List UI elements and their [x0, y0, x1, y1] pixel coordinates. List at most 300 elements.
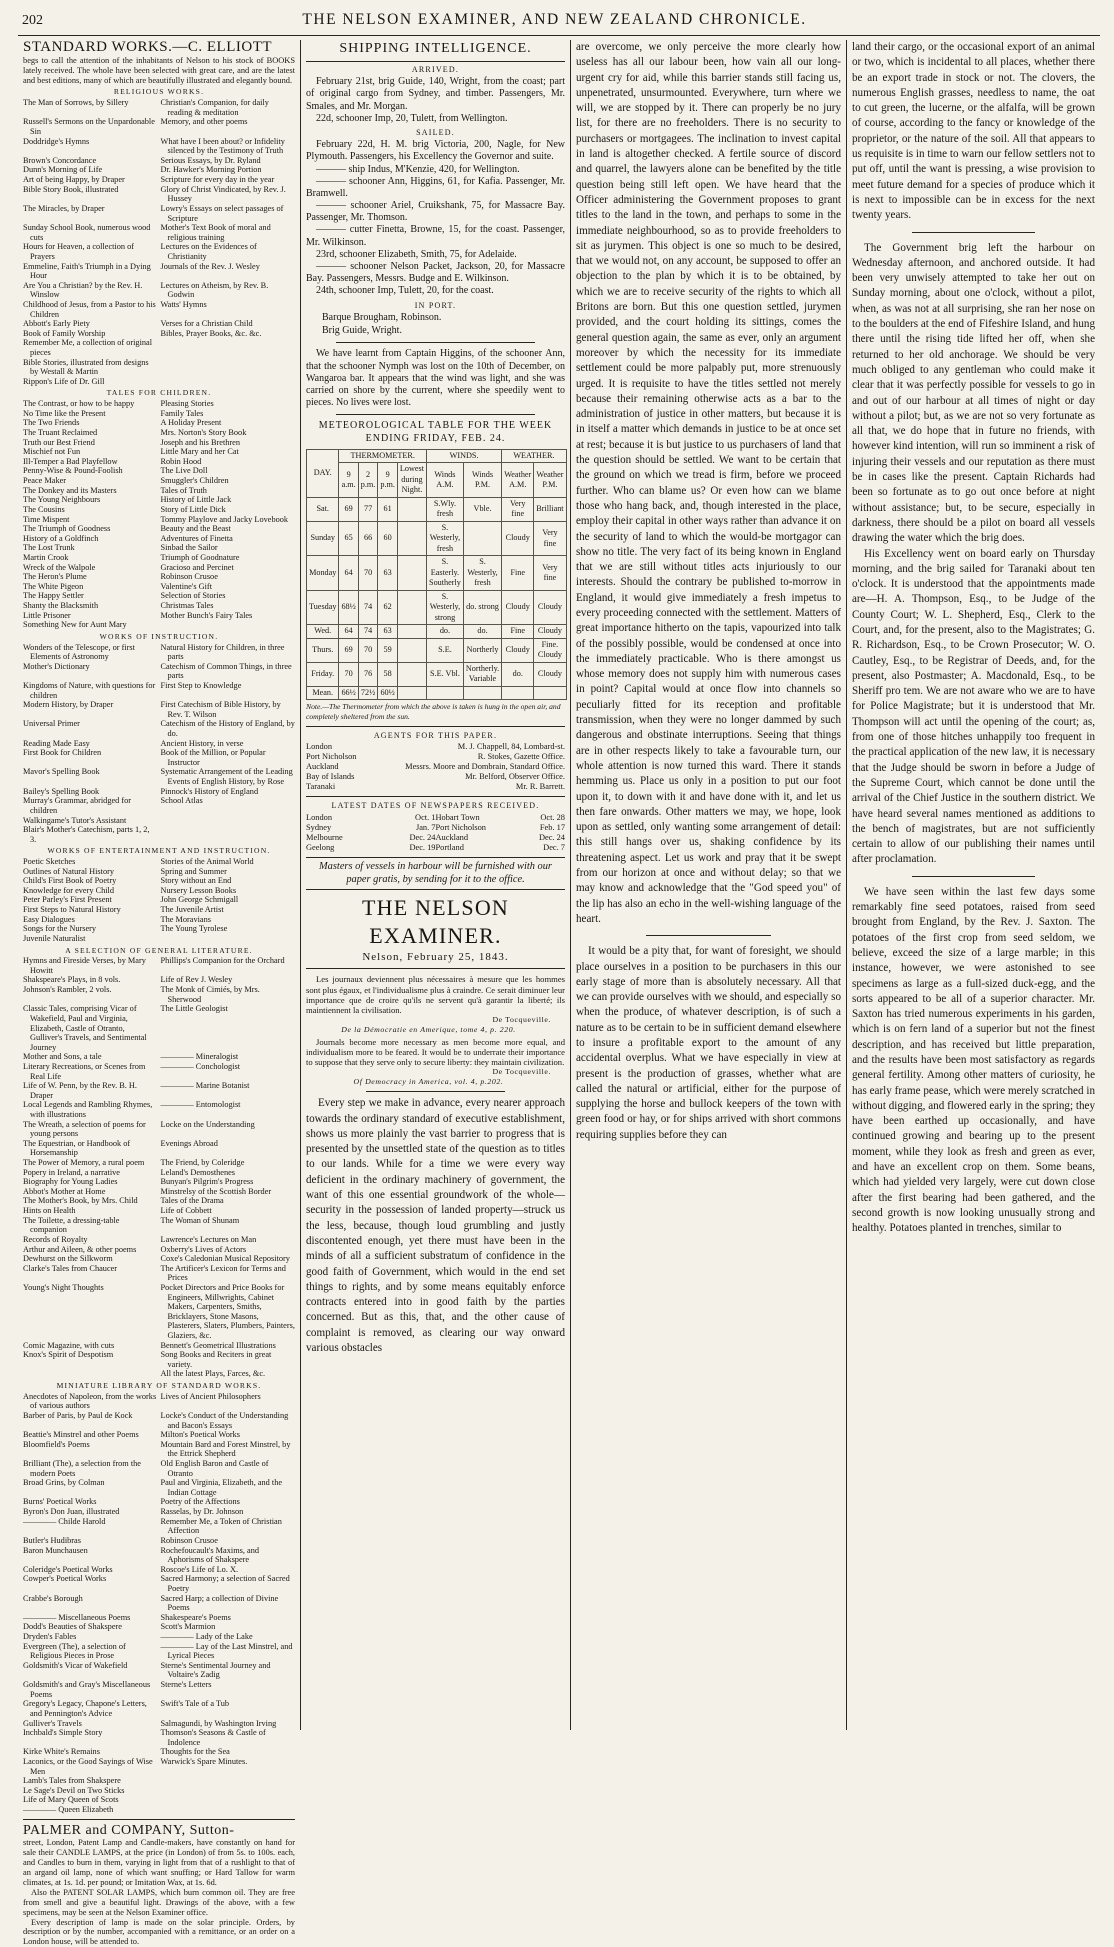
- book-title: Milton's Poetical Works: [160, 1430, 240, 1440]
- weather-cell: 66½: [339, 686, 358, 700]
- book-title: The Happy Settler: [23, 591, 84, 601]
- book-title: The Young Tyrolese: [160, 924, 228, 934]
- sailing-entry: ——— schooner Nelson Packet, Jackson, 20, for Massacre Bay. Passengers, Messrs. Budge and E. Wilkinson.: [306, 261, 565, 285]
- dates-row: [306, 843, 565, 853]
- book-title: Joseph and his Brethren: [160, 437, 240, 447]
- book-title: Hymns and Fireside Verses, by Mary Howitt: [23, 956, 146, 975]
- news-paragraph: We have learnt from Captain Higgins, of the schooner Ann, that the schooner Nymph was lost on the 10th of December, on Wangaroa bar. It appears that the wind was light, and she was carried on shore by the current, where she speedily went to pieces. No lives were lost.: [306, 348, 565, 409]
- agents-title: AGENTS FOR THIS PAPER.: [373, 730, 498, 740]
- book-title: Laconics, or the Good Sayings of Wise Men: [23, 1756, 153, 1776]
- masters-note: Masters of vessels in harbour will be furnished with our paper gratis, by sending for it to the office.: [306, 857, 565, 890]
- book-list: [23, 98, 295, 386]
- section-heading: MINIATURE LIBRARY OF STANDARD WORKS.: [56, 1381, 262, 1391]
- dates-row: [306, 813, 565, 823]
- book-title: Systematic Arrangement of the Leading Events of English History, by Rose: [160, 767, 293, 787]
- agent-row: [306, 742, 565, 752]
- book-title: Mischief not Fun: [23, 447, 81, 457]
- weather-cell: S.Wly. fresh: [427, 497, 464, 521]
- book-title: Anecdotes of Napoleon, from the works of various authors: [23, 1391, 157, 1411]
- book-title: [161, 1776, 296, 1786]
- book-title: Paul and Virginia, Elizabeth, and the Indian Cottage: [160, 1478, 283, 1497]
- dates-cell: Geelong: [306, 842, 335, 852]
- book-title: The White Pigeon: [23, 581, 84, 591]
- book-title: [161, 934, 296, 944]
- divider: [306, 796, 565, 797]
- weather-cell: Vble.: [463, 497, 501, 521]
- book-title: Scripture for every day in the year: [160, 175, 275, 185]
- divider: [912, 232, 1035, 233]
- book-title: Rochefoucault's Maxims, and Aphorisms of Shakspere: [160, 1545, 260, 1565]
- agent-name: R. Stokes, Gazette Office.: [477, 752, 565, 762]
- book-title: Sacred Harmony; a selection of Sacred Poetry: [160, 1574, 290, 1593]
- book-title: Wonders of the Telescope, or first Elements of Astronomy: [23, 642, 135, 662]
- book-title: Dr. Hawker's Morning Portion: [160, 165, 262, 175]
- weather-cell: Cloudy: [534, 590, 566, 625]
- book-title: Wreck of the Walpole: [23, 562, 96, 572]
- weather-cell: [397, 686, 426, 700]
- weather-cell: Very fine: [534, 521, 566, 556]
- book-title: Dodd's Beauties of Shakspere: [23, 1622, 122, 1632]
- weather-cell: 74: [358, 590, 378, 625]
- ad2-text3: Every description of lamp is made on the solar principle. Orders, by description or by the number, accompanied with a remittance, or an order on a London house, will be attended to.: [23, 1917, 295, 1947]
- book-title: Doddridge's Hymns: [23, 136, 90, 146]
- dates-cell: Portland: [435, 842, 464, 852]
- column-1: [18, 39, 300, 1947]
- column-3: [570, 40, 846, 1730]
- book-title: Smuggler's Children: [160, 476, 229, 486]
- book-title: Juvenile Naturalist: [23, 933, 86, 943]
- dates-row: [306, 833, 565, 843]
- book-title: Knowledge for every Child: [23, 885, 115, 895]
- book-list: [23, 857, 295, 943]
- book-title: Le Sage's Devil on Two Sticks: [23, 1785, 125, 1795]
- weather-cell: Fine: [502, 625, 534, 639]
- weather-cell: Brilliant: [534, 497, 566, 521]
- book-title: Lawrence's Lectures on Man: [160, 1234, 257, 1244]
- book-title: Dewhurst on the Silkworm: [23, 1254, 113, 1264]
- agent-place: Bay of Islands: [306, 772, 355, 782]
- weather-cell: 60½: [378, 686, 398, 700]
- book-title: First Steps to Natural History: [23, 905, 121, 915]
- book-title: [161, 1795, 296, 1805]
- header-winds-pm: Winds P.M.: [463, 463, 501, 498]
- book-title: History of Little Jack: [160, 495, 232, 505]
- book-title: Kingdoms of Nature, with questions for children: [23, 680, 156, 700]
- book-title: The Moravians: [160, 914, 211, 924]
- book-title: Roscoe's Life of Lo. X.: [160, 1564, 239, 1574]
- book-title: Blair's Mother's Catechism, parts 1, 2, 3.: [23, 825, 150, 844]
- book-title: Family Tales: [160, 408, 204, 418]
- book-title: Outlines of Natural History: [23, 866, 115, 876]
- book-title: Mountain Bard and Forest Minstrel, by the Ettrick Shepherd: [160, 1439, 291, 1459]
- section-heading: WORKS OF ENTERTAINMENT AND INSTRUCTION.: [47, 846, 271, 856]
- book-title: Russell's Sermons on the Unpardonable Sin: [23, 117, 155, 137]
- book-title: [161, 338, 296, 357]
- book-title: Hints on Health: [23, 1206, 76, 1216]
- book-title: Bailey's Spelling Book: [23, 786, 100, 796]
- book-title: Verses for a Christian Child: [160, 319, 253, 329]
- book-title: Memory, and other poems: [160, 117, 248, 127]
- book-title: Kirke White's Remains: [23, 1747, 100, 1757]
- divider: [366, 1091, 505, 1092]
- weather-cell: S. Easterly. Southerly: [427, 556, 464, 591]
- header-9pm: 9 p.m.: [378, 463, 398, 498]
- book-title: Martin Crook: [23, 552, 69, 562]
- weather-cell: 62: [378, 590, 398, 625]
- divider: [336, 414, 535, 415]
- in-port-list: [306, 312, 565, 338]
- sailing-entry: ——— ship Indus, M'Kenzie, 420, for Wellington.: [316, 163, 520, 175]
- book-title: Comic Magazine, with cuts: [23, 1340, 115, 1350]
- book-title: School Atlas: [160, 796, 203, 806]
- book-title: Sterne's Letters: [160, 1680, 212, 1690]
- book-title: [23, 1369, 158, 1379]
- book-title: Butler's Hudibras: [23, 1535, 81, 1545]
- sailing-entry: ——— schooner Ann, Higgins, 61, for Kafia. Passenger, Mr. Bramwell.: [306, 175, 565, 199]
- dates-cell: London: [306, 812, 333, 822]
- book-title: Glory of Christ Vindicated, by Rev. J. Hussey: [160, 184, 286, 204]
- divider: [336, 342, 535, 343]
- book-list: [23, 643, 295, 845]
- book-title: Brown's Concordance: [23, 155, 97, 165]
- weather-cell: Northerly. Variable: [463, 662, 501, 686]
- book-title: Cowper's Poetical Works: [23, 1574, 107, 1584]
- sailing-entry: February 22d, H. M. brig Victoria, 200, Nagle, for New Plymouth. Passengers, his Excellency the Governor and suite.: [306, 139, 565, 163]
- book-title: Scott's Marmion: [160, 1622, 216, 1632]
- book-title: History of a Goldfinch: [23, 533, 99, 543]
- dates-cell: Auckland: [435, 832, 469, 842]
- quote-french-source: De la Démocratie en Amerique, tome 4, p. 220.: [341, 1024, 516, 1034]
- book-list: [23, 956, 295, 1379]
- weather-cell: 69: [339, 638, 358, 662]
- agent-row: [306, 752, 565, 762]
- book-title: Clarke's Tales from Chaucer: [23, 1263, 118, 1273]
- book-title: Dunn's Morning of Life: [23, 165, 103, 175]
- ad2-text: street, London, Patent Lamp and Candle-makers, have constantly on hand for sale their CANDLE LAMPS, at the price (in London) of from 5s. to 100s. each, and Candles to burn in them, varying in light from that of a rushlight to that of an argand oil lamp, none of which want snuffing; or Hard Tallow for warm climates, at 1s. 1d. per pound; or Imitation Wax, at 1s. 6d.: [23, 1838, 295, 1887]
- book-title: Bibles, Prayer Books, &c. &c.: [160, 328, 262, 338]
- book-title: Lamb's Tales from Shakspere: [23, 1776, 121, 1786]
- weather-cell: Fine. Cloudy: [534, 638, 566, 662]
- weather-cell: Northerly: [463, 638, 501, 662]
- book-title: Oxberry's Lives of Actors: [160, 1244, 247, 1254]
- dates-list: [306, 813, 565, 853]
- meteorological-table: [306, 420, 565, 722]
- book-title: Mother Bunch's Fairy Tales: [160, 610, 253, 620]
- book-title: Old English Baron and Castle of Otranto: [160, 1459, 269, 1478]
- book-title: Remember Me, a collection of original pieces: [23, 338, 153, 358]
- book-title: Locke on the Understanding: [160, 1119, 255, 1129]
- agent-name: Mr. Belford, Observer Office.: [465, 772, 565, 782]
- weather-cell: Cloudy: [502, 521, 534, 556]
- section-heading: WORKS OF INSTRUCTION.: [99, 631, 219, 641]
- editorial-continued: are overcome, we only perceive the more clearly how useless has all our labour been, how vain all our long-urgent cry for aid, while this barrier stands still facing us, unpenetrated, unsurmounted. Everywhere, turn where we will, we are stopped by it. There can properly be no jury list, for there are no freeholders. There is no security to purchasers or mortgagees. The inclination to invest capital in land is altogether checked. A fertile source of discord and quarrel, the lawyers alone can be benefited by the title question being still left open. We have heard that the Officer administering the Government proposes to grant titles to the land in the town, and perhaps to some in the immediate neighbourhood, so as to provide freeholders to sit as jurymen. This object is one so much to be desired, that we would not, on any account, be supposed to offer an objection to the plan by which it is to be obtained, by which we are to receive security of the rights to which all Britons are born. But this one question settled, jurymen provided, and the court holding its sittings, comes the general question again, the same as ever, only an argument moreover by which the necessity for its immediate settlement could be more palpably put, more strenuously urged. It is requisite to have the titles settled not merely because their remaining otherwise acts as a bar to the administration of justice in other matters, but because it is in itself a matter which demands in justice to be at once set at rest; because it is but justice to us purchasers of land that the question should be settled. We want to be certain that the ground on which we tread is firm, before we proceed further. Who can blame us? Or even how can we blame those who hang back, and, though interested in the place, employ their capital in other ways rather than advance it on the security of land to which the would-be mortgagor can show no title. The very fact of its being known in England that we are still without titles acts injuriously to our interests. Should the contrary be published to-morrow in England, it would give immediately a fresh impetus to every proceeding connected with the settlement. Matters of great importance hitherto on the tapis, vapourized into talk of the possibly possible, would be condensed at once into the immediately practicable. Who is there amongst us whose memory does not supply him with numerous cases in point? Capital would at once flow into channels so peculiarly fitted for its reception and profitable transmission, when they were no longer dammed by such dangerous and obstinate interruptions. Seeing that things are in other respects likely to take a favourable turn, our whole attention is now turned this ward. There it stands hemming us. Place us only in a position to put our foot upon it, to down with it and have done with it, and let us then fare onwards. Other matters we may, we hope, look upon as settled, only wanting some arrangement of detail: this still hangs over us, shaking confidence by its threatening aspect. Let us work and pray that it be swept from our horizon at once and without delay; so that we may know and acknowledge that the "God speed you" of the lip has also an echo in the well-wishing language of the heart.: [576, 41, 841, 925]
- book-title: Mavor's Spelling Book: [23, 767, 100, 777]
- weather-cell: S.E.: [427, 638, 464, 662]
- book-title: Arthur and Aileen, & other poems: [23, 1244, 137, 1254]
- book-title: Life of W. Penn, by the Rev. B. H. Draper: [23, 1081, 137, 1100]
- agent-name: Mr. R. Barrett.: [515, 782, 565, 792]
- weather-row: [307, 638, 567, 662]
- book-title: Sacred Harp; a collection of Divine Poems: [160, 1593, 279, 1613]
- book-title: The Contrast, or how to be happy: [23, 399, 135, 409]
- book-title: ———— Entomologist: [160, 1100, 241, 1110]
- weather-cell: Mean.: [307, 686, 339, 700]
- book-title: Murray's Grammar, abridged for children: [23, 796, 132, 815]
- running-head: THE NELSON EXAMINER, AND NEW ZEALAND CHRONICLE.: [302, 11, 807, 28]
- book-title: Walkingame's Tutor's Assistant: [23, 815, 127, 825]
- book-title: Shakspeare's Plays, in 8 vols.: [23, 975, 121, 985]
- book-title: Gracioso and Percinet: [160, 562, 234, 572]
- book-title: Emmeline, Faith's Triumph in a Dying Hour: [23, 261, 151, 281]
- book-title: Poetic Sketches: [23, 857, 76, 867]
- book-title: Bible Story Book, illustrated: [23, 184, 119, 194]
- book-title: ———— Childe Harold: [23, 1516, 106, 1526]
- weather-cell: Tuesday: [307, 590, 339, 625]
- ad-title: STANDARD WORKS.—C. ELLIOTT: [23, 39, 273, 55]
- book-title: ———— Marine Botanist: [160, 1081, 250, 1091]
- book-title: Valentine's Gift: [160, 581, 212, 591]
- agent-row: [306, 762, 565, 772]
- book-title: Stories of the Animal World: [160, 857, 254, 867]
- weather-cell: 76: [358, 662, 378, 686]
- book-title: Penny-Wise & Pound-Foolish: [23, 466, 123, 476]
- book-title: Something New for Aunt Mary: [23, 620, 127, 630]
- book-title: Book of Family Worship: [23, 328, 106, 338]
- weather-title: METEOROLOGICAL TABLE FOR THE WEEK ENDING FRIDAY, FEB. 24.: [318, 420, 553, 445]
- book-title: Song Books and Reciters in great variety.: [160, 1350, 272, 1369]
- column-2: [300, 40, 570, 1730]
- book-sections: [23, 87, 295, 1814]
- weather-row: [307, 590, 567, 625]
- divider: [912, 876, 1035, 877]
- book-title: Beauty and the Beast: [160, 524, 231, 534]
- book-title: [161, 825, 296, 844]
- book-title: Poetry of the Affections: [160, 1497, 240, 1507]
- dates-cell: Jan. 7: [415, 822, 436, 832]
- grasses-continued: land their cargo, or the occasional export of an animal or two, which is incidental to all places, whether there be an export trade in stock or not. The clovers, the numerous English grasses, needless to name, the oat to cut green, the lucerne, or the alfalfa, will be grown of course, according to the fancy or knowledge of the proprietor, or the nature of the soil. All that appears to us requisite is in time to warn our fellow settlers not to put off, until the want is pressing, a wise provision to meet future demand for a species of produce which it is next to impossible can be in excess for the next twenty years.: [852, 41, 1095, 222]
- weather-cell: 70: [358, 556, 378, 591]
- book-title: Inchbald's Simple Story: [23, 1728, 103, 1738]
- book-title: Beattie's Minstrel and other Poems: [23, 1430, 139, 1440]
- weather-row: [307, 662, 567, 686]
- book-title: Evenings Abroad: [160, 1138, 218, 1148]
- book-title: [161, 816, 296, 826]
- weather-cell: [397, 590, 426, 625]
- weather-cell: 74: [358, 625, 378, 639]
- book-list: [23, 399, 295, 630]
- weather-cell: Thurs.: [307, 638, 339, 662]
- weather-cell: Friday.: [307, 662, 339, 686]
- book-title: First Step to Knowledge: [160, 680, 242, 690]
- book-title: Robinson Crusoe: [160, 1535, 218, 1545]
- weather-cell: S.E. Vbl.: [427, 662, 464, 686]
- book-title: Local Legends and Rambling Rhymes, with illustrations: [23, 1100, 153, 1119]
- weather-cell: 64: [339, 625, 358, 639]
- book-title: Thoughts for the Sea: [160, 1747, 230, 1757]
- book-title: Goldsmith's and Gray's Miscellaneous Poems: [23, 1680, 151, 1699]
- book-title: Childhood of Jesus, from a Pastor to his Children: [23, 299, 156, 319]
- weather-row: [307, 686, 567, 700]
- book-title: Are You a Christian? by the Rev. H. Winslow: [23, 280, 143, 300]
- weather-cell: do.: [427, 625, 464, 639]
- book-title: ———— Conchologist: [160, 1061, 241, 1071]
- weather-cell: [427, 686, 464, 700]
- book-title: The Live Doll: [160, 466, 208, 476]
- book-title: Leland's Demosthenes: [160, 1167, 236, 1177]
- shipping-title: SHIPPING INTELLIGENCE.: [306, 40, 565, 62]
- book-title: Rippon's Life of Dr. Gill: [23, 376, 105, 386]
- dates-cell: Sydney: [306, 822, 332, 832]
- book-title: Shakespeare's Poems: [160, 1612, 231, 1622]
- weather-row: [307, 497, 567, 521]
- book-title: [161, 1786, 296, 1796]
- weather-cell: 72½: [358, 686, 378, 700]
- weather-cell: [397, 638, 426, 662]
- weather-cell: Sat.: [307, 497, 339, 521]
- book-title: Bible Stories, illustrated from designs by Westall & Martin: [23, 357, 149, 377]
- weather-cell: Very fine: [502, 497, 534, 521]
- header-9am: 9 a.m.: [339, 463, 358, 498]
- grasses-paragraph: It would be a pity that, for want of foresight, we should place ourselves in a position to be purchasers in this our early stage of more than is absolutely necessary. All that we can provide ourselves with we should, and especially so when the produce, of whatever description, is of such a nature as to be certain to be in sufficient demand elsewhere to insure a profitable export to the amount of any accidental overplus. What we have especially in view at present is the production of grasses, whether what are called the natural or artificial, either for the purpose of supplying the horse and bullock keepers of the town with green food or hay, or for ships arrived with short commons requiring supplies before they can: [576, 945, 841, 1141]
- book-title: Minstrelsy of the Scottish Border: [160, 1186, 272, 1196]
- header-weather-am: Weather A.M.: [502, 463, 534, 498]
- book-title: Bennett's Geometrical Illustrations: [160, 1340, 276, 1350]
- sailing-entry: ——— cutter Finetta, Browne, 15, for the coast. Passenger, Mr. Wilkinson.: [306, 224, 565, 248]
- weather-cell: 63: [378, 625, 398, 639]
- agent-row: [306, 772, 565, 782]
- book-title: Baron Munchausen: [23, 1545, 88, 1555]
- book-title: The Monk of Cimiés, by Mrs. Sherwood: [160, 985, 260, 1004]
- dates-row: [306, 823, 565, 833]
- book-title: Mother and Sons, a tale: [23, 1052, 102, 1062]
- book-title: Christmas Tales: [160, 600, 214, 610]
- book-title: What have I been about? or Infidelity silenced by the Testimony of Truth: [160, 136, 285, 156]
- book-title: Peace Maker: [23, 476, 67, 486]
- arrived-label: ARRIVED.: [411, 64, 460, 74]
- agent-place: Taranaki: [306, 782, 336, 792]
- weather-cell: [463, 686, 501, 700]
- book-title: Remember Me, a Token of Christian Affection: [160, 1516, 282, 1536]
- book-title: The Woman of Shunam: [160, 1215, 240, 1225]
- book-title: The Triumph of Goodness: [23, 524, 111, 534]
- sailing-entry: 23rd, schooner Elizabeth, Smith, 75, for Adelaide.: [316, 248, 517, 260]
- book-title: The Heron's Plume: [23, 572, 87, 582]
- book-title: Robin Hood: [160, 456, 202, 466]
- ad-intro: begs to call the attention of the inhabitants of Nelson to his stock of BOOKS lately received. The whole have been selected with great care, and are the latest and best editions, many of which are beautifully illustrated and elegantly bound.: [23, 55, 295, 85]
- book-title: Phillips's Companion for the Orchard: [160, 956, 285, 966]
- quote-english-source: Of Democracy in America, vol. 4, p.202.: [353, 1077, 504, 1087]
- book-title: The Power of Memory, a rural poem: [23, 1158, 145, 1168]
- weather-cell: 77: [358, 497, 378, 521]
- book-title: ———— Queen Elizabeth: [23, 1804, 114, 1814]
- columns: [18, 39, 1100, 1947]
- weather-cell: [397, 625, 426, 639]
- book-title: Journals of the Rev. J. Wesley: [160, 261, 260, 271]
- book-title: The Artificer's Lexicon for Terms and Prices: [160, 1263, 286, 1283]
- divider: [646, 935, 771, 936]
- weather-cell: 68½: [339, 590, 358, 625]
- book-title: Biography for Young Ladies: [23, 1177, 118, 1187]
- book-title: Selection of Stories: [160, 591, 226, 601]
- editorial-paragraph: Every step we make in advance, every nearer approach towards the ordinary standard of executive establishment, shows us more plainly the vast barrier to progress that is presented by the unsettled state of the question as to titles to our lands. While for a time we were every way deficient in the ordinary machinery of government, the want of this one essential groundwork of the whole—security in the possession of landed property—struck us the less, because, though loud grumbling and justly discontented enough, yet there must have been in the minds of all a sufficient substratum of confidence in the good faith of Government, which would in the end set things to rights, and by some means equitably enforce contracts entered into in good faith by the parties concerned. But as this, that, and the other cause of complaint is removed, as clearing our way onward various obstacles: [306, 1097, 565, 1354]
- book-title: The Cousins: [23, 504, 65, 514]
- weather-cell: [502, 686, 534, 700]
- book-title: Sinbad the Sailor: [160, 543, 218, 553]
- appointments-paragraph: His Excellency went on board early on Thursday morning, and the brig sailed for Taranaki about ten o'clock. It is understood that the appointments made are—H. A. Thompson, Esq., to be Judge of the County Court; W. L. Shepherd, Esq., Clerk to the Court, and, for the present, also to the Magistrates; G. R. Richardson, Esq., to be Crown Prosecutor; W. O. Cautley, Esq., to be Registrar of Deeds, and, for the present, also Postmaster; A. Macdonald, Esq., to be Sheriff pro tem. We are not aware who we are to have for Police Magistrate; but it is understood that Mr. Thompson will act until the opening of the court; as, from one of those hitches unhappily too frequent in the practical application of the new law, it is necessary that the Judge should be sworn in before a Judge of the Supreme Court, which cannot be done until the arrival of the Chief Justice in the southern district. We have heard several names mentioned as additions to the bench of magistrates, but are not sufficiently certain to allow of our publishing their names until after proclamation.: [852, 547, 1095, 866]
- quote-english: Journals become more necessary as men become more equal, and individualism more to be feared. It would be to underrate their importance to suppose that they serve only to secure liberty: they maintain civilization.: [306, 1036, 565, 1068]
- quote-french-author: De Tocqueville.: [492, 1014, 551, 1024]
- book-title: Mrs. Norton's Story Book: [160, 428, 247, 438]
- book-title: Truth our Best Friend: [23, 437, 95, 447]
- header-2pm: 2 p.m.: [358, 463, 378, 498]
- book-title: Shanty the Blacksmith: [23, 600, 99, 610]
- book-title: Pleasing Stories: [160, 399, 214, 409]
- book-title: Adventures of Finetta: [160, 533, 233, 543]
- divider: [23, 1819, 295, 1820]
- header-winds-am: Winds A.M.: [427, 463, 464, 498]
- book-title: The Two Friends: [23, 418, 80, 428]
- book-title: Story without an End: [160, 876, 232, 886]
- ad2-title: PALMER and COMPANY, Sutton-: [23, 1822, 235, 1838]
- book-title: Popery in Ireland, a narrative: [23, 1167, 120, 1177]
- book-title: Abbot's Mother at Home: [23, 1186, 106, 1196]
- book-title: Robinson Crusoe: [160, 572, 218, 582]
- ad2-text2: Also the PATENT SOLAR LAMPS, which burn common oil. They are free from smell and give a beautiful light. Drawings of the above, with a few specimens, may be seen at the Nelson Examiner office.: [23, 1887, 295, 1917]
- book-title: Child's First Book of Poetry: [23, 876, 117, 886]
- book-title: The Juvenile Artist: [160, 905, 224, 915]
- header-thermometer: THERMOMETER.: [339, 449, 427, 463]
- book-title: Art of being Happy, by Draper: [23, 175, 125, 185]
- divider: [306, 726, 565, 727]
- book-title: Pinnock's History of England: [160, 786, 259, 796]
- weather-cell: do.: [463, 625, 501, 639]
- book-title: Ancient History, in verse: [160, 738, 244, 748]
- book-title: The Equestrian, or Handbook of Horsemanship: [23, 1138, 131, 1158]
- book-title: First Book for Children: [23, 748, 102, 758]
- book-title: [161, 620, 296, 630]
- book-title: Literary Recreations, or Scenes from Real Life: [23, 1061, 146, 1081]
- header-weather: WEATHER.: [502, 449, 566, 463]
- weather-cell: [534, 686, 566, 700]
- weather-cell: Very fine: [534, 556, 566, 591]
- agent-name: M. J. Chappell, 84, Lombard-st.: [457, 742, 565, 752]
- book-title: ———— Lady of the Lake: [160, 1632, 253, 1642]
- book-title: Coleridge's Poetical Works: [23, 1564, 113, 1574]
- book-title: Reading Made Easy: [23, 738, 90, 748]
- weather-cell: Sunday: [307, 521, 339, 556]
- sailing-entry: ——— schooner Ariel, Cruikshank, 75, for Massacre Bay. Passenger, Mr. Thomson.: [306, 200, 565, 224]
- book-title: [161, 358, 296, 377]
- book-title: Universal Primer: [23, 719, 80, 729]
- book-list: [23, 1392, 295, 1815]
- weather-note: Note.—The Thermometer from which the above is taken is hung in the open air, and completely sheltered from the sun.: [306, 702, 561, 722]
- book-title: Tommy Playlove and Jacky Lovebook: [160, 514, 289, 524]
- weather-cell: S. Westerly, fresh: [463, 556, 501, 591]
- header-lowest: Lowest during Night.: [397, 463, 426, 498]
- book-title: Warwick's Spare Minutes.: [160, 1756, 248, 1766]
- book-title: Life of Rev J. Wesley: [160, 975, 233, 985]
- book-title: Mother's Dictionary: [23, 661, 90, 671]
- section-heading: A SELECTION OF GENERAL LITERATURE.: [65, 945, 253, 955]
- book-title: Time Mispent: [23, 514, 70, 524]
- weather-cell: [397, 556, 426, 591]
- weather-row: [307, 556, 567, 591]
- book-title: Abbott's Early Piety: [23, 319, 90, 329]
- book-title: Broad Grins, by Colman: [23, 1478, 105, 1488]
- book-title: Spring and Summer: [160, 866, 227, 876]
- weather-cell: 58: [378, 662, 398, 686]
- book-title: Dryden's Fables: [23, 1632, 77, 1642]
